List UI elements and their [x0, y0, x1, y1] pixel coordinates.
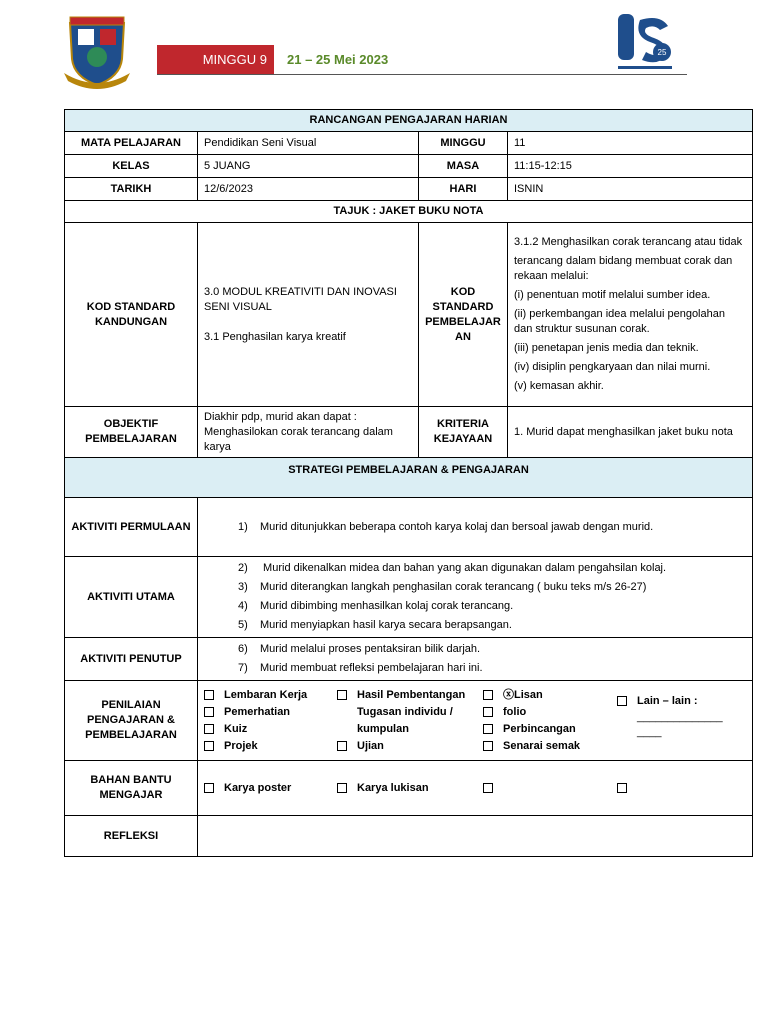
list-item: 3) Murid diterangkan langkah penghasilan corak terancang ( buku teks m/s 26-27) [238, 581, 647, 593]
hari-value: ISNIN [508, 178, 753, 201]
header-divider [157, 74, 687, 75]
checkbox-icon[interactable] [337, 783, 347, 793]
checkbox-icon[interactable] [204, 741, 214, 751]
minggu-label: MINGGU [419, 132, 508, 155]
ksp-item: terancang dalam bidang membuat corak dan rekaan melalui: [514, 255, 733, 282]
kod-standard-pembelajaran-label: KOD STANDARD PEMBELAJAR AN [419, 223, 508, 407]
penilaian-option[interactable]: ⓧLisan [483, 687, 605, 704]
aktiviti-permulaan-label: AKTIVITI PERMULAAN [65, 498, 198, 557]
tarikh-value: 12/6/2023 [198, 178, 419, 201]
mata-pelajaran-label: MATA PELAJARAN [65, 132, 198, 155]
checkbox-icon[interactable] [204, 707, 214, 717]
penilaian-option[interactable]: Senarai semak [483, 738, 605, 755]
penilaian-option[interactable]: Hasil Pembentangan [337, 687, 471, 704]
penilaian-option[interactable]: Lembaran Kerja [204, 687, 325, 704]
ksp-item: 3.1.2 Menghasilkan corak terancang atau tidak [514, 236, 743, 248]
list-item: 4) Murid dibimbing menhasilkan kolaj corak terancang. [238, 600, 514, 612]
tajuk: TAJUK : JAKET BUKU NOTA [65, 201, 753, 223]
ksp-item: (iii) penetapan jenis media dan teknik. [514, 342, 699, 354]
kelas-value: 5 JUANG [198, 155, 419, 178]
checkbox-icon[interactable] [483, 707, 493, 717]
aktiviti-penutup-value [198, 638, 753, 681]
refleksi-label: REFLEKSI [65, 816, 198, 857]
lesson-plan-table [64, 109, 753, 857]
date-range: 21 – 25 Mei 2023 [287, 52, 389, 67]
checkbox-icon[interactable] [337, 741, 347, 751]
list-item: 2) Murid dikenalkan midea dan bahan yang akan digunakan dalam pengahsilan kolaj. [238, 562, 667, 574]
checkbox-icon[interactable] [483, 724, 493, 734]
penilaian-option[interactable]: Tugasan individu / [357, 705, 453, 718]
checkbox-icon[interactable] [483, 741, 493, 751]
school-crest-logo [64, 15, 130, 89]
checkbox-icon[interactable] [204, 724, 214, 734]
minggu-value: 11 [508, 132, 753, 155]
list-item: 1) Murid ditunjukkan beberapa contoh karya kolaj dan bersoal jawab dengan murid. [238, 520, 654, 533]
ksk-line1: 3.0 MODUL KREATIVITI DAN INOVASI SENI VISUAL [204, 285, 397, 313]
ministry-25-logo [614, 12, 676, 74]
penilaian-option[interactable]: Perbincangan [483, 721, 605, 738]
penilaian-option[interactable]: Kuiz [204, 721, 325, 738]
bahan-option[interactable]: Karya poster [198, 777, 331, 800]
checkbox-icon[interactable] [617, 783, 627, 793]
week-header [157, 45, 685, 75]
table-title: RANCANGAN PENGAJARAN HARIAN [65, 110, 753, 132]
kriteria-value: 1. Murid dapat menghasilkan jaket buku nota [508, 407, 753, 458]
aktiviti-utama-label: AKTIVITI UTAMA [65, 557, 198, 638]
kriteria-label: KRITERIA KEJAYAAN [419, 407, 508, 458]
bahan-bantu-options [198, 761, 753, 816]
penilaian-option[interactable]: Pemerhatian [204, 704, 325, 721]
aktiviti-penutup-label: AKTIVITI PENUTUP [65, 638, 198, 681]
ksp-item: (iv) disiplin pengkaryaan dan nilai murni. [514, 361, 711, 373]
checkbox-icon[interactable] [617, 696, 627, 706]
kod-standard-kandungan-value [198, 223, 419, 407]
list-item: 7) Murid membuat refleksi pembelajaran hari ini. [238, 662, 483, 674]
ksp-item: (v) kemasan akhir. [514, 380, 604, 392]
logo-number: 25 [657, 48, 667, 57]
hari-label: HARI [419, 178, 508, 201]
week-label: MINGGU 9 [157, 45, 274, 74]
checkbox-icon[interactable] [483, 690, 493, 700]
penilaian-option[interactable]: Ujian [337, 738, 471, 755]
penilaian-label: PENILAIAN PENGAJARAN & PEMBELAJARAN [65, 681, 198, 761]
checkbox-icon[interactable] [204, 783, 214, 793]
bahan-bantu-label: BAHAN BANTU MENGAJAR [65, 761, 198, 816]
objektif-label: OBJEKTIF PEMBELAJARAN [65, 407, 198, 458]
kelas-label: KELAS [65, 155, 198, 178]
penilaian-options [198, 681, 753, 761]
ksp-item: (i) penentuan motif melalui sumber idea. [514, 289, 711, 301]
aktiviti-permulaan-value [198, 498, 753, 557]
lain-line: ____ [637, 725, 662, 738]
checkbox-icon[interactable] [337, 690, 347, 700]
lain-line[interactable]: ______________ [637, 710, 723, 723]
ksp-item: (ii) perkembangan idea melalui pengolahan dan struktur susunan corak. [514, 308, 725, 335]
masa-label: MASA [419, 155, 508, 178]
kod-standard-pembelajaran-value [508, 223, 753, 407]
bahan-option[interactable]: Karya lukisan [331, 777, 477, 800]
strategi-header: STRATEGI PEMBELAJARAN & PENGAJARAN [65, 458, 753, 498]
mata-pelajaran-value: Pendidikan Seni Visual [198, 132, 419, 155]
aktiviti-utama-value [198, 557, 753, 638]
checkbox-icon[interactable] [204, 690, 214, 700]
list-item: 5) Murid menyiapkan hasil karya secara berapsangan. [238, 619, 512, 631]
bahan-option[interactable] [611, 777, 751, 800]
checkbox-icon[interactable] [483, 783, 493, 793]
tarikh-label: TARIKH [65, 178, 198, 201]
kod-standard-kandungan-label: KOD STANDARD KANDUNGAN [65, 223, 198, 407]
penilaian-option[interactable]: folio [483, 704, 605, 721]
penilaian-option[interactable]: Lain – lain : [617, 693, 745, 710]
list-item: 6) Murid melalui proses pentaksiran bilik darjah. [238, 643, 481, 655]
bahan-option[interactable] [477, 777, 611, 800]
penilaian-option: kumpulan [357, 722, 409, 735]
penilaian-option[interactable]: Projek [204, 738, 325, 755]
ksk-line2: 3.1 Penghasilan karya kreatif [204, 330, 346, 343]
objektif-value: Diakhir pdp, murid akan dapat : Menghasilokan corak terancang dalam karya [198, 407, 419, 458]
refleksi-value[interactable] [198, 816, 753, 857]
masa-value: 11:15-12:15 [508, 155, 753, 178]
